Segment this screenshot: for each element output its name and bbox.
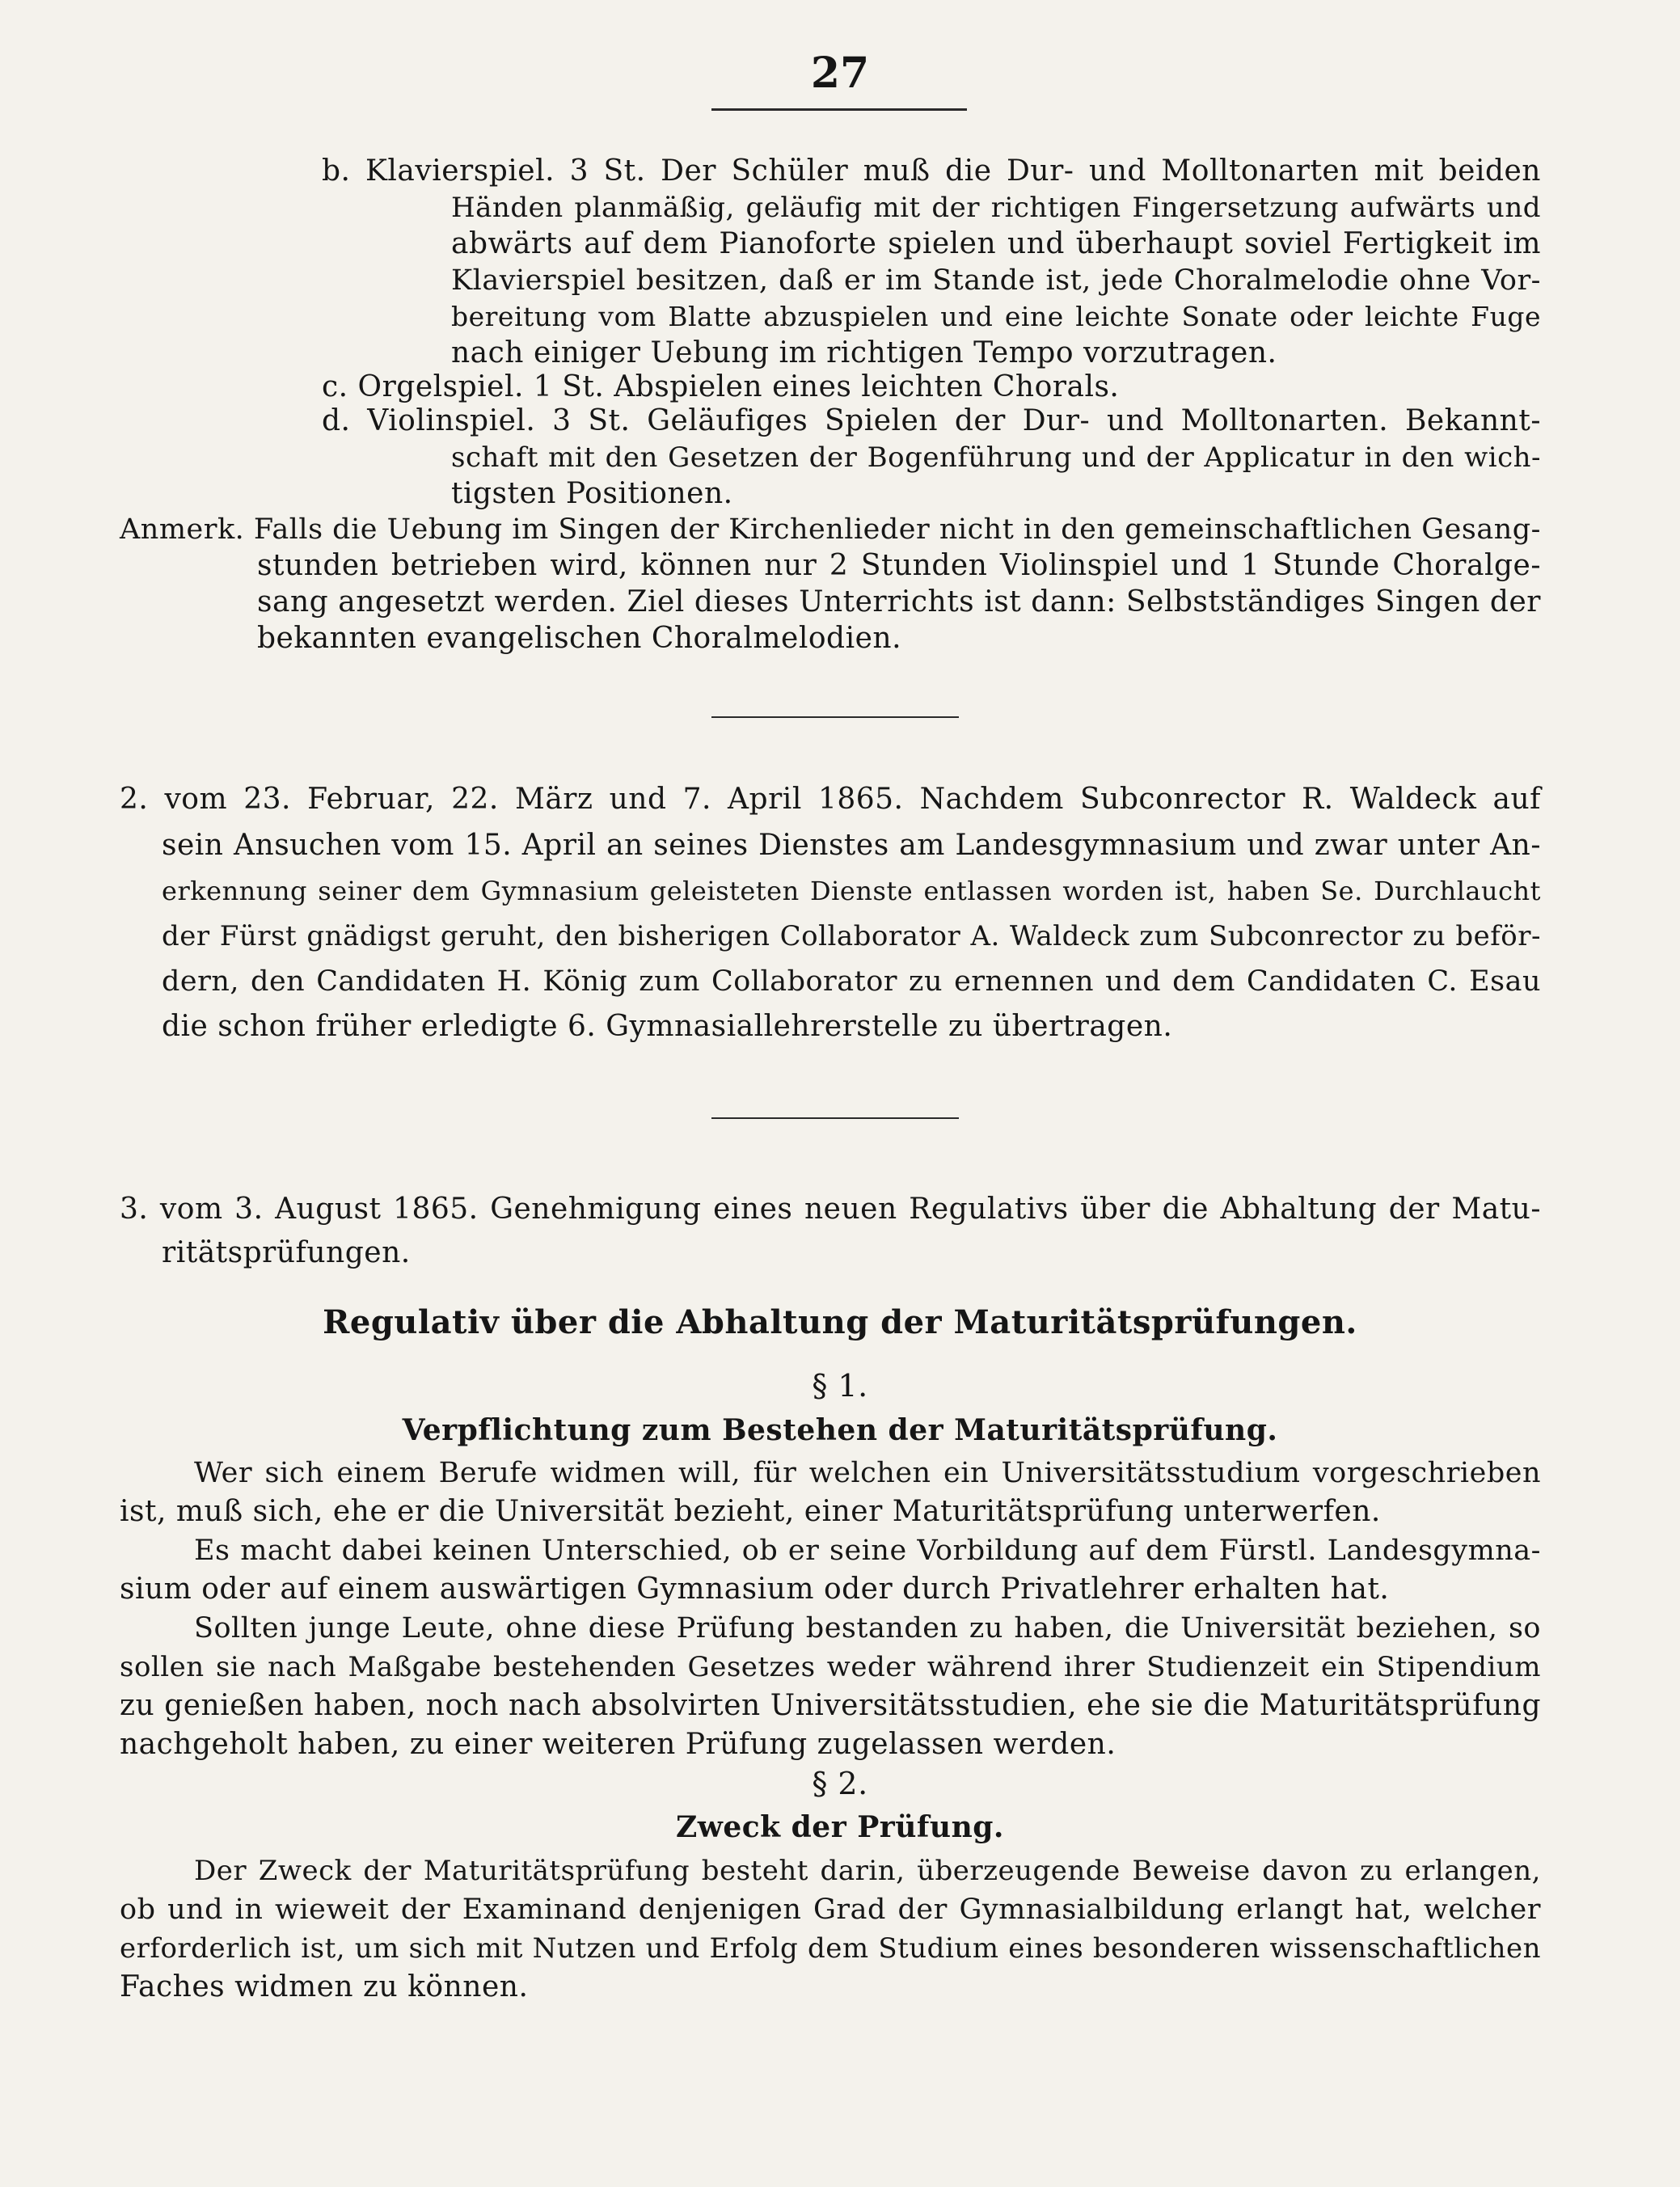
violin-line: d. Violinspiel. 3 St. Geläufiges Spielen der Dur- und Molltonarten. Bekannt- bbox=[322, 404, 1541, 437]
klavier-line: Händen planmäßig, geläufig mit der richtigen Fingersetzung aufwärts und bbox=[451, 192, 1541, 224]
section-1-line: sium oder auf einem auswärtigen Gymnasium oder durch Privatlehrer erhalten hat. bbox=[120, 1573, 1390, 1606]
section-1-line: Sollten junge Leute, ohne diese Prüfung bestanden zu haben, die Universität beziehen, so bbox=[194, 1612, 1541, 1644]
section-2-number: § 2. bbox=[812, 1766, 868, 1801]
entry-2-line: erkennung seiner dem Gymnasium geleisteten Dienste entlassen worden ist, haben Se. Durchlaucht bbox=[162, 876, 1541, 906]
section-1-title: Verpflichtung zum Bestehen der Maturitätsprüfung. bbox=[402, 1413, 1278, 1447]
section-2-line: erforderlich ist, um sich mit Nutzen und Erfolg dem Studium eines besonderen wissenschaftlichen bbox=[120, 1932, 1541, 1965]
entry-2-line: dern, den Candidaten H. König zum Collaborator zu ernennen und dem Candidaten C. Esau bbox=[162, 965, 1541, 998]
entry-2-line: die schon früher erledigte 6. Gymnasiallehrerstelle zu übertragen. bbox=[162, 1010, 1173, 1043]
section-2-line: ob und in wieweit der Examinand denjenigen Grad der Gymnasialbildung erlangt hat, welcher bbox=[120, 1894, 1541, 1926]
klavier-line: abwärts auf dem Pianoforte spielen und überhaupt soviel Fertigkeit im bbox=[451, 227, 1541, 260]
klavier-line: bereitung vom Blatte abzuspielen und eine leichte Sonate oder leichte Fuge bbox=[451, 301, 1541, 332]
anmerk-line: bekannten evangelischen Choralmelodien. bbox=[257, 622, 902, 655]
section-2-line: Faches widmen zu können. bbox=[120, 1970, 529, 2003]
header-rule bbox=[711, 108, 967, 111]
section-1-line: ist, muß sich, ehe er die Universität bezieht, einer Maturitätsprüfung unterwerfen. bbox=[120, 1495, 1381, 1528]
section-1-line: sollen sie nach Maßgabe bestehenden Gesetzes weder während ihrer Studienzeit ein Stipendium bbox=[120, 1651, 1541, 1683]
page-number: 27 bbox=[810, 49, 870, 98]
section-1-line: zu genießen haben, noch nach absolvirten Universitätsstudien, ehe sie die Maturitätsprüfung bbox=[120, 1689, 1541, 1722]
entry-3-line: ritätsprüfungen. bbox=[162, 1236, 411, 1269]
section-2-line: Der Zweck der Maturitätsprüfung besteht darin, überzeugende Beweise davon zu erlangen, bbox=[194, 1855, 1541, 1887]
section-divider bbox=[711, 716, 959, 718]
anmerk-line: sang angesetzt werden. Ziel dieses Unterrichts ist dann: Selbstständiges Singen der bbox=[257, 585, 1541, 619]
entry-2-line: der Fürst gnädigst geruht, den bisherigen Collaborator A. Waldeck zum Subconrector zu beför- bbox=[162, 920, 1541, 952]
anmerk-line: Anmerk. Falls die Uebung im Singen der Kirchenlieder nicht in den gemeinschaftlichen Gesang- bbox=[120, 513, 1541, 546]
anmerk-line: stunden betrieben wird, können nur 2 Stunden Violinspiel und 1 Stunde Choralge- bbox=[257, 549, 1541, 582]
klavier-line: Klavierspiel besitzen, daß er im Stande ist, jede Choralmelodie ohne Vor- bbox=[451, 264, 1541, 297]
orgel-line: c. Orgelspiel. 1 St. Abspielen eines leichten Chorals. bbox=[322, 370, 1120, 403]
entry-3-line: 3. vom 3. August 1865. Genehmigung eines neuen Regulativs über die Abhaltung der Matu- bbox=[120, 1193, 1541, 1226]
klavier-line: nach einiger Uebung im richtigen Tempo vorzutragen. bbox=[451, 336, 1277, 369]
klavier-line: b. Klavierspiel. 3 St. Der Schüler muß die Dur- und Molltonarten mit beiden bbox=[322, 154, 1541, 188]
section-1-line: Wer sich einem Berufe widmen will, für welchen ein Universitätsstudium vorgeschrieben bbox=[194, 1457, 1541, 1489]
section-1-number: § 1. bbox=[812, 1368, 868, 1404]
entry-2-line: 2. vom 23. Februar, 22. März und 7. April 1865. Nachdem Subconrector R. Waldeck auf bbox=[120, 783, 1541, 816]
section-2-title: Zweck der Prüfung. bbox=[676, 1810, 1004, 1844]
section-1-line: nachgeholt haben, zu einer weiteren Prüfung zugelassen werden. bbox=[120, 1728, 1116, 1761]
section-divider bbox=[711, 1117, 959, 1119]
section-1-line: Es macht dabei keinen Unterschied, ob er seine Vorbildung auf dem Fürstl. Landesgymna- bbox=[194, 1535, 1541, 1567]
regulativ-title: Regulativ über die Abhaltung der Maturitätsprüfungen. bbox=[323, 1303, 1357, 1341]
entry-2-line: sein Ansuchen vom 15. April an seines Dienstes am Landesgymnasium und zwar unter An- bbox=[162, 829, 1541, 862]
violin-line: tigsten Positionen. bbox=[451, 477, 733, 510]
violin-line: schaft mit den Gesetzen der Bogenführung und der Applicatur in den wich- bbox=[451, 441, 1541, 474]
